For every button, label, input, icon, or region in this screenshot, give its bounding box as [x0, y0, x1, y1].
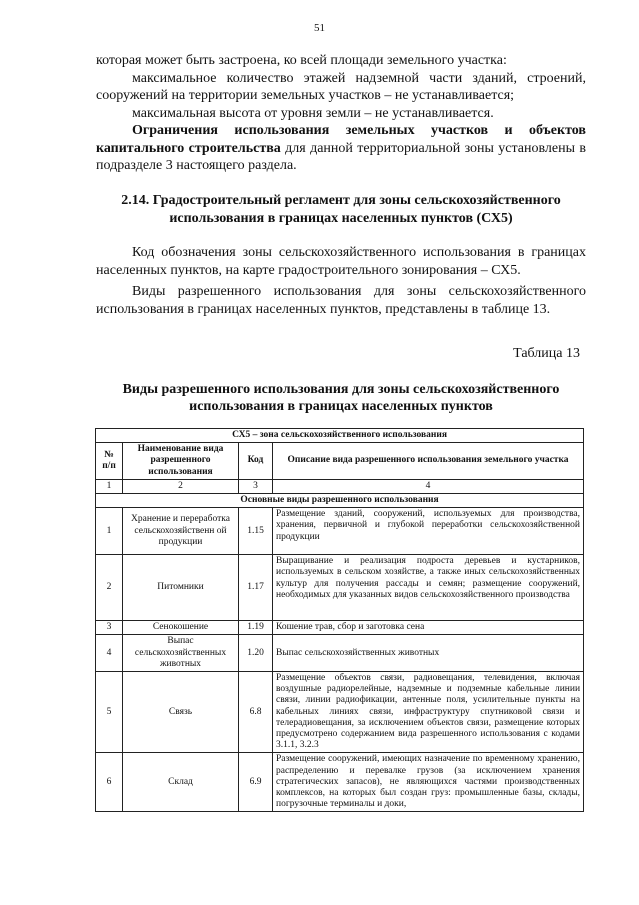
restrictions-bold-text: Ограничения использования земельных участков и объектов капитального строительства [96, 123, 586, 156]
restrictions-text: для данной территориальной зоны установлены в подразделе 3 настоящего раздела. [96, 140, 587, 173]
table-row [96, 672, 584, 753]
paragraph-max-floors: максимальное количество этажей надземной части зданий, строений, сооружений на территории земельных участков – не устанавливается; [96, 70, 586, 103]
top-text-block [96, 52, 586, 175]
row-num: 4 [96, 635, 123, 672]
permitted-uses-table [95, 428, 584, 812]
row-num: 3 [96, 621, 123, 635]
column-number-row [96, 479, 584, 493]
paragraph-uses-intro: Виды разрешенного использования для зоны сельскохозяйственного использования в границах населенных пунктов, представлены в таблице 13. [96, 284, 586, 317]
row-desc: Размещение сооружений, имеющих назначение по временному хранению, распределению и перевалке грузов (за исключением хранения стратегических запасов), не являющихся частями производственных комплексов, на которых был создан груз: промышленные базы, склады, погрузочные терминалы и доки, [273, 753, 584, 812]
row-desc: Размещение зданий, сооружений, используемых для производства, хранения, первичной и глубокой переработки сельскохозяйственной продукции [273, 508, 584, 555]
row-num: 1 [96, 508, 123, 555]
mid-text-block [96, 244, 586, 318]
col-number-cell: 4 [273, 479, 584, 493]
header-row [96, 443, 584, 480]
row-num: 6 [96, 753, 123, 812]
row-code: 6.8 [239, 672, 273, 753]
section-row [96, 494, 584, 508]
row-code: 1.19 [239, 621, 273, 635]
table-row [96, 635, 584, 672]
paragraph-continuation: которая может быть застроена, ко всей площади земельного участка: [96, 53, 507, 68]
section-main-cell: Основные виды разрешенного использования [96, 494, 584, 508]
row-num: 5 [96, 672, 123, 753]
section-heading: 2.14. Градостроительный регламент для зоны сельскохозяйственного использования в границах населенных пунктов (СХ5) [121, 193, 561, 226]
row-name: Выпас сельскохозяйственных животных [123, 635, 239, 672]
page-number: 51 [314, 22, 325, 34]
table-row [96, 508, 584, 555]
zone-title-row [96, 429, 584, 443]
row-name: Связь [123, 672, 239, 753]
paragraph-restrictions [96, 122, 586, 175]
row-code: 1.20 [239, 635, 273, 672]
table-row [96, 621, 584, 635]
paragraph-max-height: максимальная высота от уровня земли – не устанавливается. [132, 105, 494, 121]
row-name: Хранение и переработка сельскохозяйственн ой продукции [123, 508, 239, 555]
row-name: Склад [123, 753, 239, 812]
row-desc: Размещение объектов связи, радиовещания, телевидения, включая воздушные радиорелейные, надземные и подземные кабельные линии связи, линии радиофикации, антенные поля, усилительные пункты на кабельных линиях связи, инфраструктуру спутниковой связи и телерадиовещания, за исключением объектов связи, размещение которых предусмотрено содержанием вида разрешенного использования с кодами 3.1.1, 3.2.3 [273, 672, 584, 753]
row-name: Сенокошение [123, 621, 239, 635]
row-code: 6.9 [239, 753, 273, 812]
col-number-cell: 2 [123, 479, 239, 493]
header-code: Код [239, 443, 273, 480]
table-row [96, 753, 584, 812]
paragraph-zone-code: Код обозначения зоны сельскохозяйственного использования в границах населенных пунктов, на карте градостроительного зонирования – СХ5. [96, 245, 586, 278]
col-number-cell: 3 [239, 479, 273, 493]
header-desc: Описание вида разрешенного использования земельного участка [273, 443, 584, 480]
row-desc: Выращивание и реализация подроста деревьев и кустарников, используемых в сельском хозяйстве, а также иных сельскохозяйственных культур для получения рассады и семян; размещение сооружений, необходимых для указанных видов сельскохозяйственного производства [273, 555, 584, 621]
table-title: Виды разрешенного использования для зоны сельскохозяйственного использования в границах населенных пунктов [122, 382, 560, 414]
row-name: Питомники [123, 555, 239, 621]
row-num: 2 [96, 555, 123, 621]
row-desc: Кошение трав, сбор и заготовка сена [273, 621, 584, 635]
row-code: 1.15 [239, 508, 273, 555]
row-desc: Выпас сельскохозяйственных животных [273, 635, 584, 672]
col-number-cell: 1 [96, 479, 123, 493]
table-number: Таблица 13 [513, 346, 580, 361]
zone-title-cell: СХ5 – зона сельскохозяйственного использования [96, 429, 584, 443]
row-code: 1.17 [239, 555, 273, 621]
header-name: Наименование вида разрешенного использования [123, 443, 239, 480]
table-row [96, 555, 584, 621]
header-num: № п/п [96, 443, 123, 480]
